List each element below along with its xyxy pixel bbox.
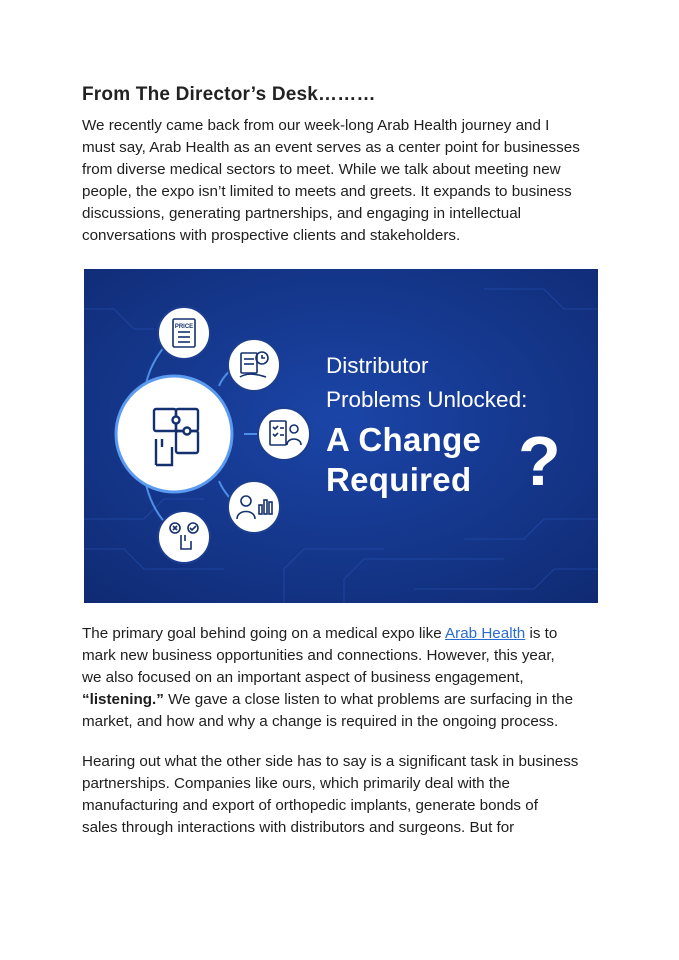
checklist-node <box>258 408 310 460</box>
partnership-line: partnerships. Companies like ours, which primarily deal with the <box>82 775 510 792</box>
banner-heading-line-4: Required <box>326 461 472 498</box>
banner-heading-line-3: A Change <box>326 421 482 458</box>
intro-line: conversations with prospective clients and stakeholders. <box>82 227 461 244</box>
question-mark-graphic: ? <box>518 422 561 500</box>
page-title: From The Director’s Desk……… <box>82 84 376 105</box>
goal-paragraph <box>82 623 622 733</box>
partnership-line: Hearing out what the other side has to say is a significant task in business <box>82 753 579 770</box>
goal-line-text: We gave a close listen to what problems are surfacing in the <box>163 691 574 708</box>
goal-line <box>82 689 622 711</box>
goal-line <box>82 623 622 645</box>
puzzle-hub <box>116 376 232 492</box>
goal-line: mark new business opportunities and connections. However, this year, <box>82 647 555 664</box>
goal-line-text: The primary goal behind going on a medical expo like <box>82 625 446 642</box>
price-list-node <box>158 307 210 359</box>
partnership-line: sales through interactions with distributors and surgeons. But for <box>82 819 515 836</box>
intro-line: We recently came back from our week-long Arab Health journey and I <box>82 117 550 134</box>
intro-line: must say, Arab Health as an event serves as a center point for businesses <box>82 139 580 156</box>
goal-line: we also focused on an important aspect of business engagement, <box>82 669 524 686</box>
goal-line: market, and how and why a change is required in the ongoing process. <box>82 713 559 730</box>
banner-heading-line-1: Distributor <box>326 353 429 378</box>
intro-paragraph <box>82 115 622 247</box>
banner-heading-line-2: Problems Unlocked: <box>326 387 528 412</box>
intro-line: discussions, generating partnerships, and engaging in intellectual <box>82 205 522 222</box>
documents-node <box>228 339 280 391</box>
distributor-banner-image <box>84 269 598 603</box>
price-label: PRICE <box>174 324 194 330</box>
partnership-paragraph <box>82 751 622 839</box>
partnership-line: manufacturing and export of orthopedic implants, generate bonds of <box>82 797 538 814</box>
intro-line: from diverse medical sectors to meet. While we talk about meeting new <box>82 161 561 178</box>
goal-line-text: is to <box>525 625 558 642</box>
listening-emphasis: “listening.” <box>82 691 164 708</box>
intro-line: people, the expo isn’t limited to meets and greets. It expands to business <box>82 183 572 200</box>
decision-node <box>158 511 210 563</box>
arab-health-link[interactable]: Arab Health <box>445 625 526 642</box>
